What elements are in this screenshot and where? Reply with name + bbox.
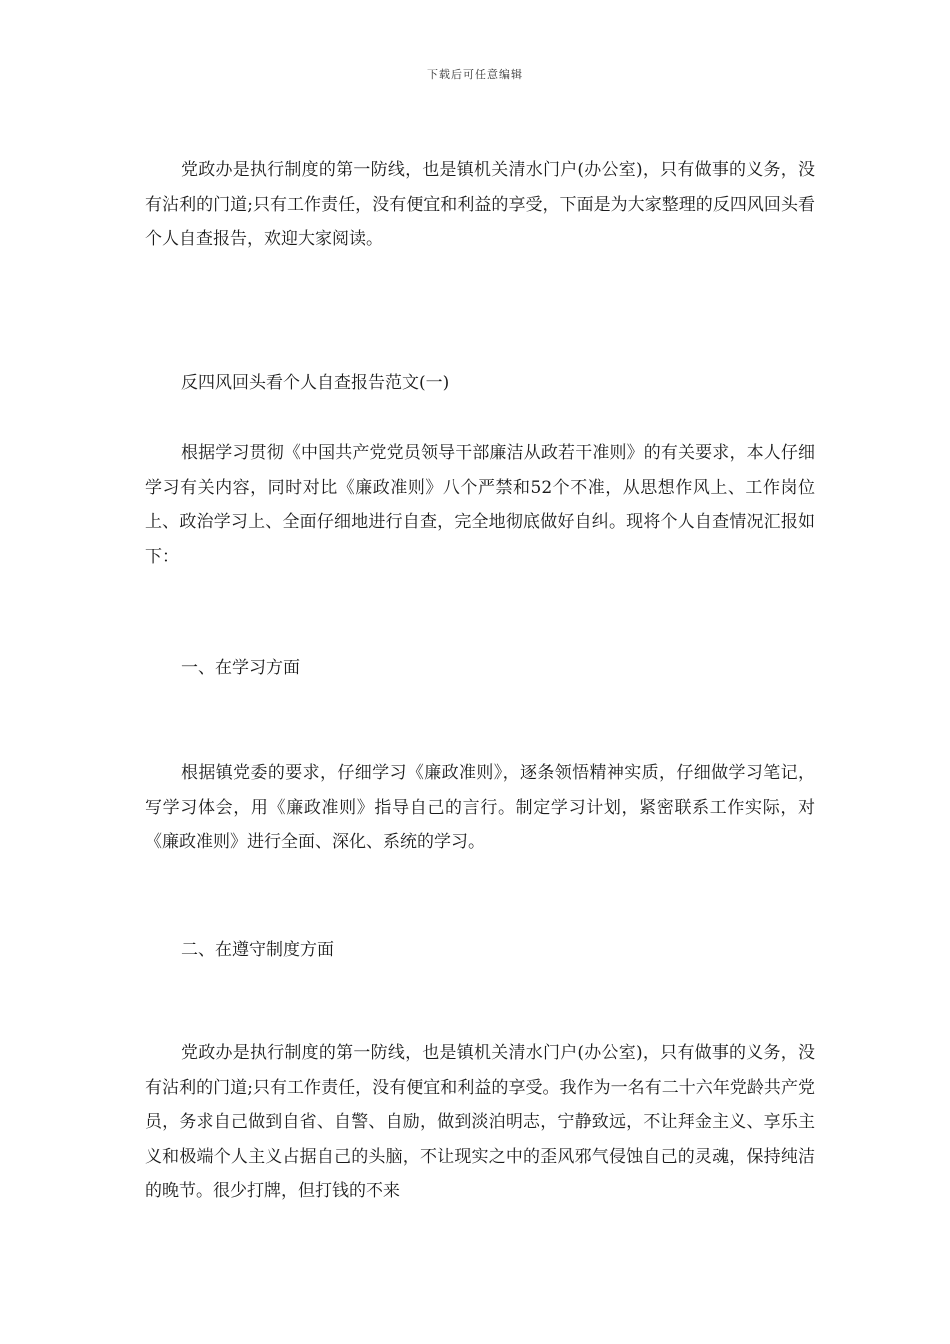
paragraph-basis: 根据学习贯彻《中国共产党党员领导干部廉洁从政若干准则》的有关要求，本人仔细学习有关内容，同时对比《廉政准则》八个严禁和52个不准，从思想作风上、工作岗位上、政治学习上、全面仔细地进行自查，完全地彻底做好自纠。现将个人自查情况汇报如下： <box>145 443 815 567</box>
heading-study: 一、在学习方面 <box>181 658 300 678</box>
intro-paragraph: 党政办是执行制度的第一防线，也是镇机关清水门户(办公室)，只有做事的义务，没有沾利的门道;只有工作责任，没有便宜和利益的享受，下面是为大家整理的反四风回头看个人自查报告，欢迎大家阅读。 <box>145 160 815 249</box>
heading-rules: 二、在遵守制度方面 <box>181 940 334 960</box>
paragraph-study: 根据镇党委的要求，仔细学习《廉政准则》，逐条领悟精神实质，仔细做学习笔记，写学习体会，用《廉政准则》指导自己的言行。制定学习计划，紧密联系工作实际，对《廉政准则》进行全面、深化、系统的学习。 <box>145 763 815 852</box>
section-title: 反四风回头看个人自查报告范文(一) <box>181 373 450 393</box>
paragraph-rules: 党政办是执行制度的第一防线，也是镇机关清水门户(办公室)，只有做事的义务，没有沾利的门道;只有工作责任，没有便宜和利益的享受。我作为一名有二十六年党龄共产党员，务求自己做到自省、自警、自励，做到淡泊明志，宁静致远，不让拜金主义、享乐主义和极端个人主义占据自己的头脑，不让现实之中的歪风邪气侵蚀自己的灵魂，保持纯洁的晚节。很少打牌，但打钱的不来 <box>145 1043 815 1201</box>
page-header: 下载后可任意编辑 <box>427 68 523 81</box>
